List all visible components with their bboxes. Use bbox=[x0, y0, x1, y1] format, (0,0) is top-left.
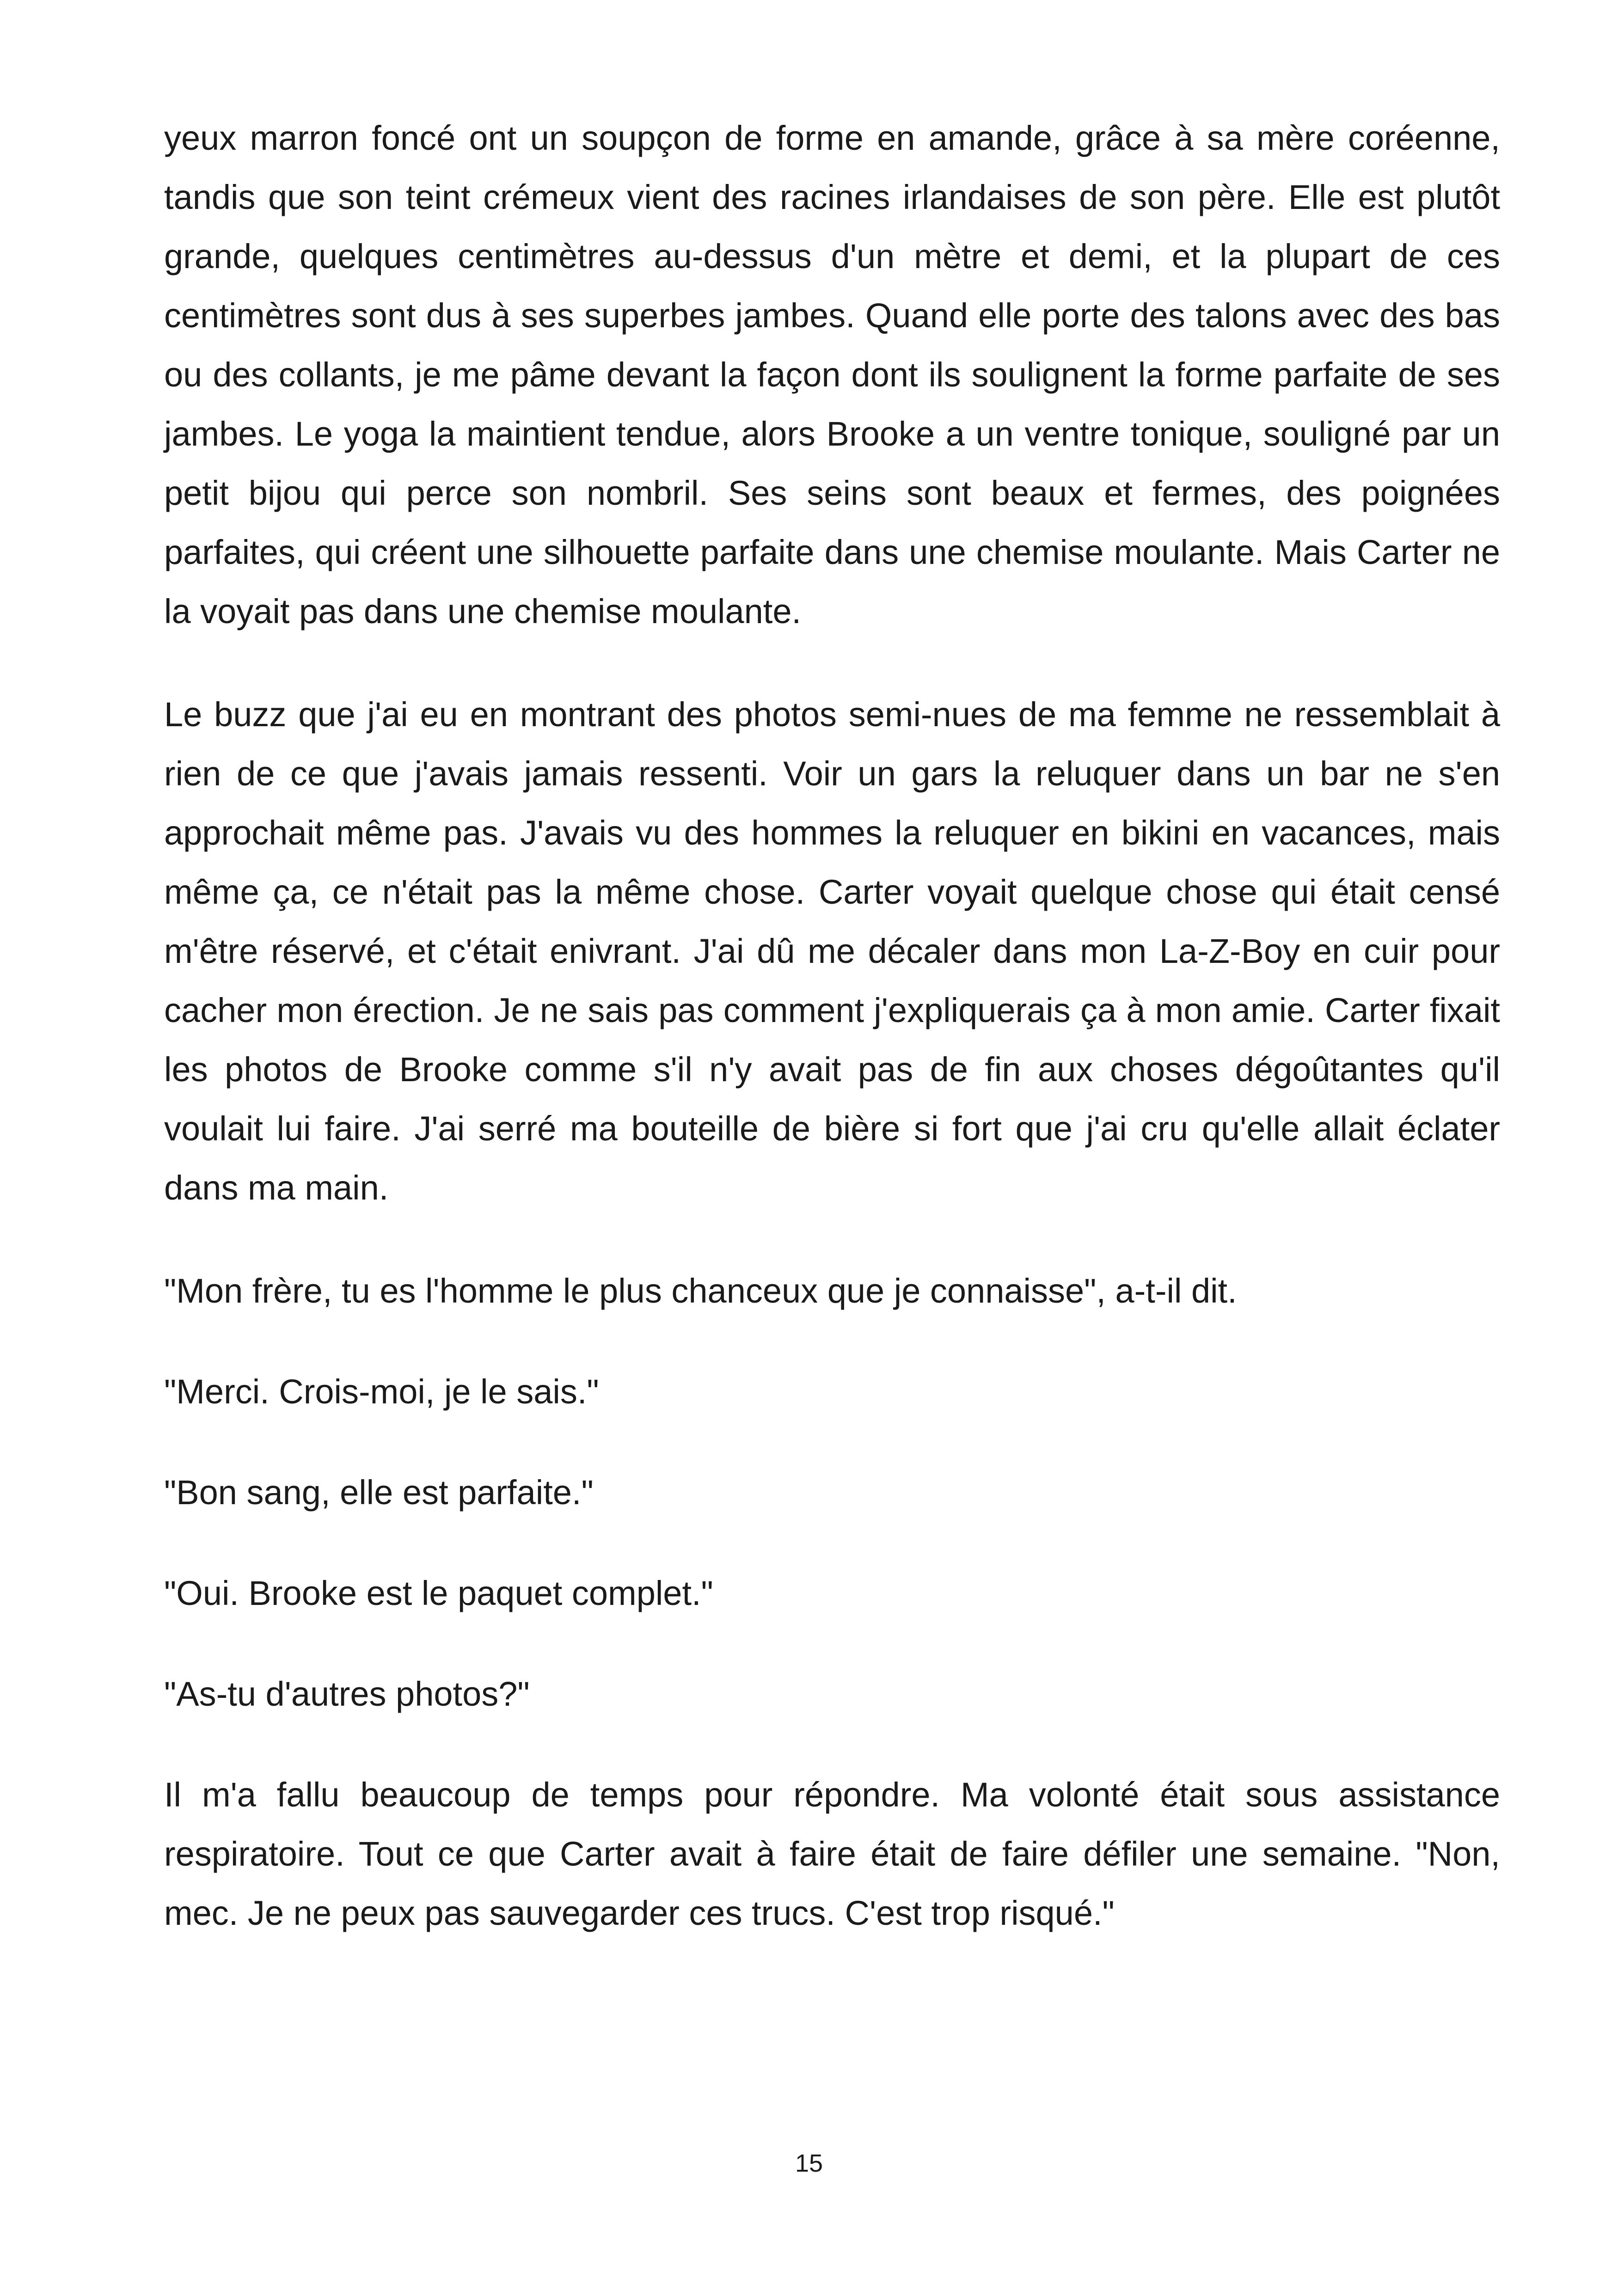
page-body bbox=[164, 109, 1500, 1943]
paragraph-buzz: Le buzz que j'ai eu en montrant des photos semi-nues de ma femme ne ressemblait à rien de ce que j'avais jamais ressenti. Voir un gars la reluquer dans un bar ne s'en approchait même pas. J'avais vu des hommes la reluquer en bikini en vacances, mais même ça, ce n'était pas la même chose. Carter voyait quelque chose qui était censé m'être réservé, et c'était enivrant. J'ai dû me décaler dans mon La-Z-Boy en cuir pour cacher mon érection. Je ne sais pas comment j'expliquerais ça à mon amie. Carter fixait les photos de Brooke comme s'il n'y avait pas de fin aux choses dégoûtantes qu'il voulait lui faire. J'ai serré ma bouteille de bière si fort que j'ai cru qu'elle allait éclater dans ma main. bbox=[164, 695, 1500, 1207]
paragraph-description: yeux marron foncé ont un soupçon de forme en amande, grâce à sa mère coréenne, tandis que son teint crémeux vient des racines irlandaises de son père. Elle est plutôt grande, quelques centimètres au-dessus d'un mètre et demi, et la plupart de ces centimètres sont dus à ses superbes jambes. Quand elle porte des talons avec des bas ou des collants, je me pâme devant la façon dont ils soulignent la forme parfaite de ses jambes. Le yoga la maintient tendue, alors Brooke a un ventre tonique, souligné par un petit bijou qui perce son nombril. Ses seins sont beaux et fermes, des poignées parfaites, qui créent une silhouette parfaite dans une chemise moulante. Mais Carter ne la voyait pas dans une chemise moulante. bbox=[164, 119, 1500, 631]
dialogue-line: "Mon frère, tu es l'homme le plus chanceux que je connaisse", a-t-il dit. bbox=[164, 1272, 1237, 1310]
dialogue-line: "Oui. Brooke est le paquet complet." bbox=[164, 1574, 713, 1612]
page-number: 15 bbox=[795, 2149, 823, 2177]
dialogue-line: "Bon sang, elle est parfaite." bbox=[164, 1473, 594, 1512]
paragraph-closing: Il m'a fallu beaucoup de temps pour répondre. Ma volonté était sous assistance respiratoire. Tout ce que Carter avait à faire était de faire défiler une semaine. "Non, mec. Je ne peux pas sauvegarder ces trucs. C'est trop risqué." bbox=[164, 1776, 1500, 1932]
dialogue-line: "Merci. Crois-moi, je le sais." bbox=[164, 1372, 599, 1411]
dialogue-line: "As-tu d'autres photos?" bbox=[164, 1675, 530, 1713]
